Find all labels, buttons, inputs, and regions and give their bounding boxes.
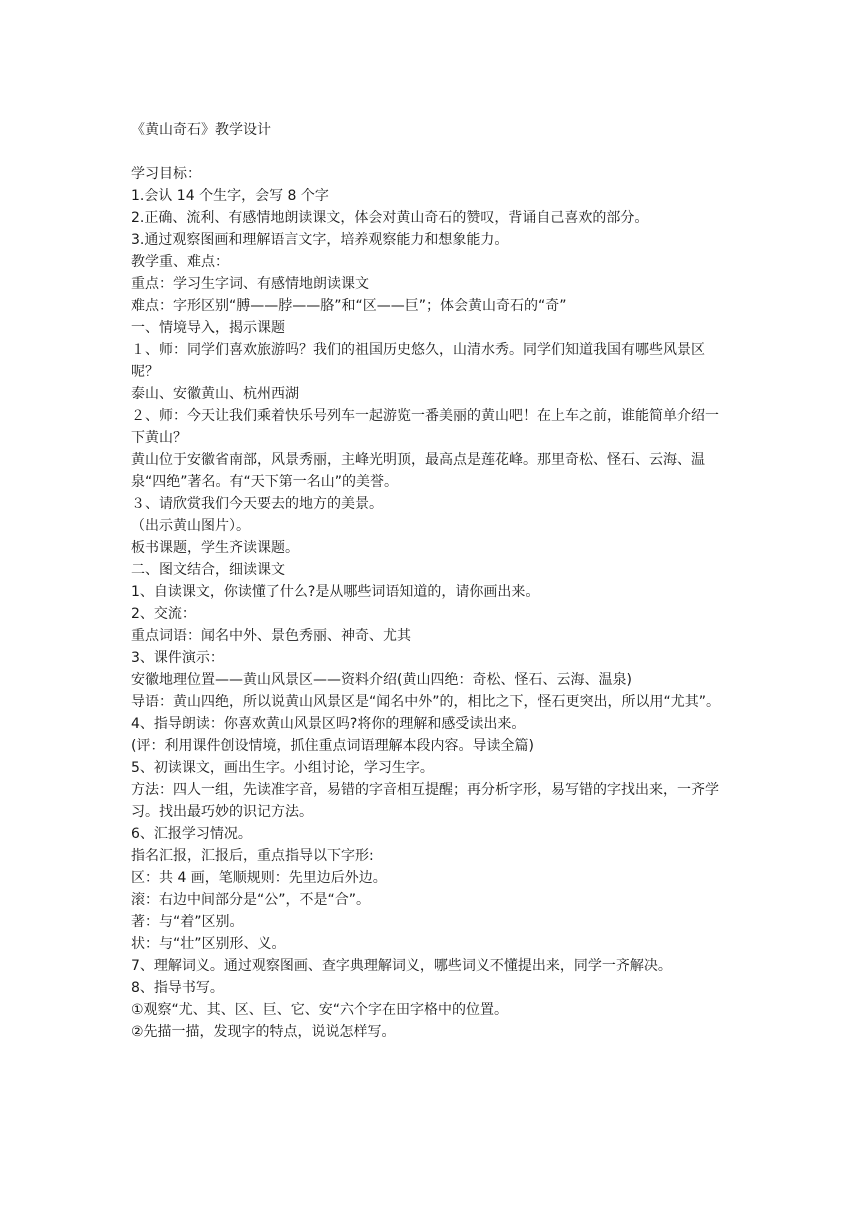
document-content — [131, 163, 731, 1043]
text-line: 滚：右边中间部分是“公”，不是“合”。 — [131, 892, 371, 908]
section-heading: 二、图文结合，细读课文 — [131, 562, 285, 578]
document-body — [131, 119, 731, 1043]
text-line: ３、请欣赏我们今天要去的地方的美景。 — [131, 496, 383, 512]
text-line: 安徽地理位置——黄山风景区——资料介绍(黄山四绝：奇松、怪石、云海、温泉) — [131, 672, 632, 688]
text-line: 3.通过观察图画和理解语言文字，培养观察能力和想象能力。 — [131, 232, 509, 248]
text-line: 3、课件演示： — [131, 650, 224, 666]
text-line: (评：利用课件创设情境，抓住重点词语理解本段内容。导读全篇) — [131, 738, 534, 754]
text-line: 2.正确、流利、有感情地朗读课文，体会对黄山奇石的赞叹，背诵自己喜欢的部分。 — [131, 210, 649, 226]
text-line: 状：与“壮”区别形、义。 — [131, 936, 286, 952]
text-line: １、师：同学们喜欢旅游吗？我们的祖国历史悠久，山清水秀。同学们知道我国有哪些风景区呢？ — [131, 342, 705, 380]
text-line: 8、指导书写。 — [131, 980, 224, 996]
text-line: 1、自读课文，你读懂了什么?是从哪些词语知道的，请你画出来。 — [131, 584, 540, 600]
text-line: 方法：四人一组，先读准字音，易错的字音相互提醒；再分析字形，易写错的字找出来，一齐学习。找出最巧妙的识记方法。 — [131, 782, 719, 820]
text-line: 难点：字形区别“膊——脖——胳”和“区——巨”；体会黄山奇石的“奇” — [131, 298, 567, 314]
text-line: 教学重、难点： — [131, 254, 229, 270]
text-line: 重点：学习生字词、有感情地朗读课文 — [131, 276, 369, 292]
text-line: 重点词语：闻名中外、景色秀丽、神奇、尤其 — [131, 628, 411, 644]
text-line: 1.会认 14 个生字，会写 8 个字 — [131, 188, 329, 204]
text-line: 4、指导朗读：你喜欢黄山风景区吗?将你的理解和感受读出来。 — [131, 716, 526, 732]
text-line: ②先描一描，发现字的特点，说说怎样写。 — [131, 1024, 396, 1040]
text-line: ①观察“尤、其、区、巨、它、安“六个字在田字格中的位置。 — [131, 1002, 509, 1018]
text-line: 导语：黄山四绝，所以说黄山风景区是“闻名中外”的，相比之下，怪石更突出，所以用“尤其”。 — [131, 694, 721, 710]
text-line: 5、初读课文，画出生字。小组讨论，学习生字。 — [131, 760, 434, 776]
text-line: 板书课题，学生齐读课题。 — [131, 540, 299, 556]
text-line: 著：与“着”区别。 — [131, 914, 244, 930]
text-line: 黄山位于安徽省南部，风景秀丽，主峰光明顶，最高点是莲花峰。那里奇松、怪石、云海、温泉“四绝”著名。有“天下第一名山”的美誉。 — [131, 452, 705, 490]
text-line: 泰山、安徽黄山、杭州西湖 — [131, 386, 299, 402]
text-line: ２、师：今天让我们乘着快乐号列车一起游览一番美丽的黄山吧！在上车之前，谁能简单介绍一下黄山？ — [131, 408, 719, 446]
text-line: 学习目标： — [131, 166, 201, 182]
text-line: 2、交流： — [131, 606, 196, 622]
section-heading: 一、情境导入，揭示课题 — [131, 320, 285, 336]
text-line: 7、理解词义。通过观察图画、查字典理解词义，哪些词义不懂提出来，同学一齐解决。 — [131, 958, 672, 974]
text-line: 区：共 4 画，笔顺规则：先里边后外边。 — [131, 870, 387, 886]
document-title: 《黄山奇石》教学设计 — [131, 122, 271, 138]
text-line: （出示黄山图片）。 — [131, 518, 250, 534]
text-line: 指名汇报，汇报后，重点指导以下字形: — [131, 848, 374, 864]
text-line: 6、汇报学习情况。 — [131, 826, 252, 842]
